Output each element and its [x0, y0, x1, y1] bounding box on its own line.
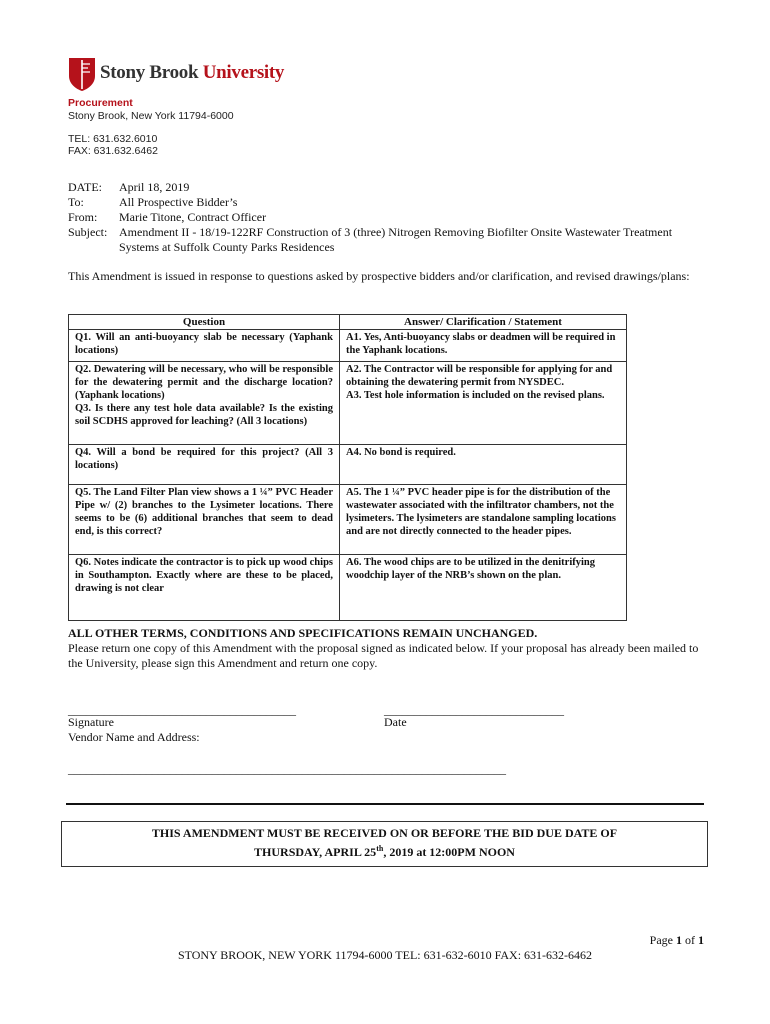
answer-header: Answer/ Clarification / Statement [340, 315, 627, 330]
question-text: Q1. Will an anti-buoyancy slab be necessary (Yaphank locations) [75, 332, 333, 356]
terms-heading: ALL OTHER TERMS, CONDITIONS AND SPECIFICATIONS REMAIN UNCHANGED. [68, 626, 538, 640]
page-label: Page [649, 933, 673, 947]
university-logo [68, 56, 288, 92]
question-cell [69, 445, 340, 485]
terms-body: Please return one copy of this Amendment with the proposal signed as indicated below. If your proposal has already been mailed to the University, please sign this Amendment and return one copy. [68, 641, 699, 670]
answer-cell [340, 330, 627, 362]
answer-text: A6. The wood chips are to be utilized in the denitrifying woodchip layer of the NRB’s shown on the plan. [346, 557, 596, 581]
question-text: Q3. Is there any test hole data available? Is the existing soil SCDHS approved for leaching? (All 3 locations) [75, 403, 333, 427]
logo-university: University [202, 62, 285, 83]
to-label: To: [68, 195, 84, 209]
date-value: April 18, 2019 [119, 180, 190, 194]
signature-date-label: Date [384, 715, 407, 729]
qa-row [69, 362, 627, 445]
terms-section [68, 626, 708, 671]
page-number [650, 933, 704, 948]
letterhead-address: Stony Brook, New York 11794-6000 [68, 110, 234, 122]
to-value: All Prospective Bidder’s [119, 195, 238, 209]
vendor-line: _________________________________________________________________________ [68, 762, 506, 776]
question-cell [69, 555, 340, 621]
answer-cell [340, 555, 627, 621]
subject-label: Subject: [68, 225, 108, 239]
signature-label: Signature [68, 715, 114, 729]
department-name: Procurement [68, 97, 133, 109]
question-cell [69, 330, 340, 362]
deadline-notice [61, 821, 708, 867]
logo-wordmark [100, 62, 284, 84]
notice-line-2 [62, 841, 707, 860]
answer-cell [340, 445, 627, 485]
qa-table-body [69, 330, 627, 621]
qa-row [69, 485, 627, 555]
date-line: ______________________________ [384, 703, 564, 717]
shield-logo-icon [68, 56, 96, 92]
qa-table-header [69, 315, 627, 330]
notice-line-1: THIS AMENDMENT MUST BE RECEIVED ON OR BEFORE THE BID DUE DATE OF [151, 826, 618, 840]
from-label: From: [68, 210, 98, 224]
memo-header [68, 180, 699, 255]
vendor-label: Vendor Name and Address: [68, 730, 200, 744]
letterhead-fax: FAX: 631.632.6462 [68, 145, 158, 157]
answer-text: A5. The 1 ¼” PVC header pipe is for the distribution of the wastewater associated with the infiltrator chambers, not the lysimeters. The lysimeters are standalone sampling locations and are not directly connected to the header pipes. [346, 487, 616, 537]
logo-name: Stony Brook [100, 62, 199, 83]
answer-text: A3. Test hole information is included on the revised plans. [346, 390, 605, 401]
qa-table [68, 314, 627, 621]
question-cell [69, 485, 340, 555]
subject-line-2: Systems at Suffolk County Parks Residences [119, 240, 335, 254]
answer-text: A4. No bond is required. [346, 447, 456, 458]
qa-row [69, 445, 627, 485]
question-text: Q4. Will a bond be required for this project? (All 3 locations) [75, 447, 333, 471]
notice-date: THURSDAY, APRIL 25 [254, 845, 377, 859]
page-of: of [685, 933, 695, 947]
answer-cell [340, 485, 627, 555]
from-value: Marie Titone, Contract Officer [119, 210, 267, 224]
page-total: 1 [698, 933, 704, 947]
footer-address: STONY BROOK, NEW YORK 11794-6000 TEL: 631-632-6010 FAX: 631-632-6462 [177, 948, 593, 962]
notice-time: , 2019 at 12:00PM NOON [383, 845, 515, 859]
question-text: Q5. The Land Filter Plan view shows a 1 ¼” PVC Header Pipe w/ (2) branches to the Lysimeter locations. There seems to be (6) additional branches that seem to dead end, is this correct? [75, 487, 333, 537]
subject-value [119, 225, 699, 255]
question-text: Q2. Dewatering will be necessary, who will be responsible for the dewatering permit and the discharge location? (Yaphank locations) [75, 364, 333, 401]
letterhead-tel: TEL: 631.632.6010 [68, 133, 158, 145]
date-label: DATE: [68, 180, 102, 194]
qa-row [69, 330, 627, 362]
answer-cell [340, 362, 627, 445]
intro-paragraph: This Amendment is issued in response to questions asked by prospective bidders and/or clarification, and revised drawings/plans: [68, 269, 690, 283]
qa-row [69, 555, 627, 621]
answer-text: A1. Yes, Anti-buoyancy slabs or deadmen will be required in the Yaphank locations. [346, 332, 616, 356]
subject-line-1: Amendment II - 18/19-122RF Construction of 3 (three) Nitrogen Removing Biofilter Onsite Wastewater Treatment [119, 225, 673, 239]
question-header: Question [69, 315, 340, 330]
question-cell [69, 362, 340, 445]
signature-line: ______________________________________ [68, 703, 296, 717]
page-current: 1 [676, 933, 682, 947]
notice-date-suffix: th [376, 844, 384, 853]
question-text: Q6. Notes indicate the contractor is to pick up wood chips in Southampton. Exactly where are these to be placed, drawing is not clear [75, 557, 333, 594]
answer-text: A2. The Contractor will be responsible for applying for and obtaining the dewatering permit from NYSDEC. [346, 364, 613, 388]
divider-rule [66, 803, 704, 805]
